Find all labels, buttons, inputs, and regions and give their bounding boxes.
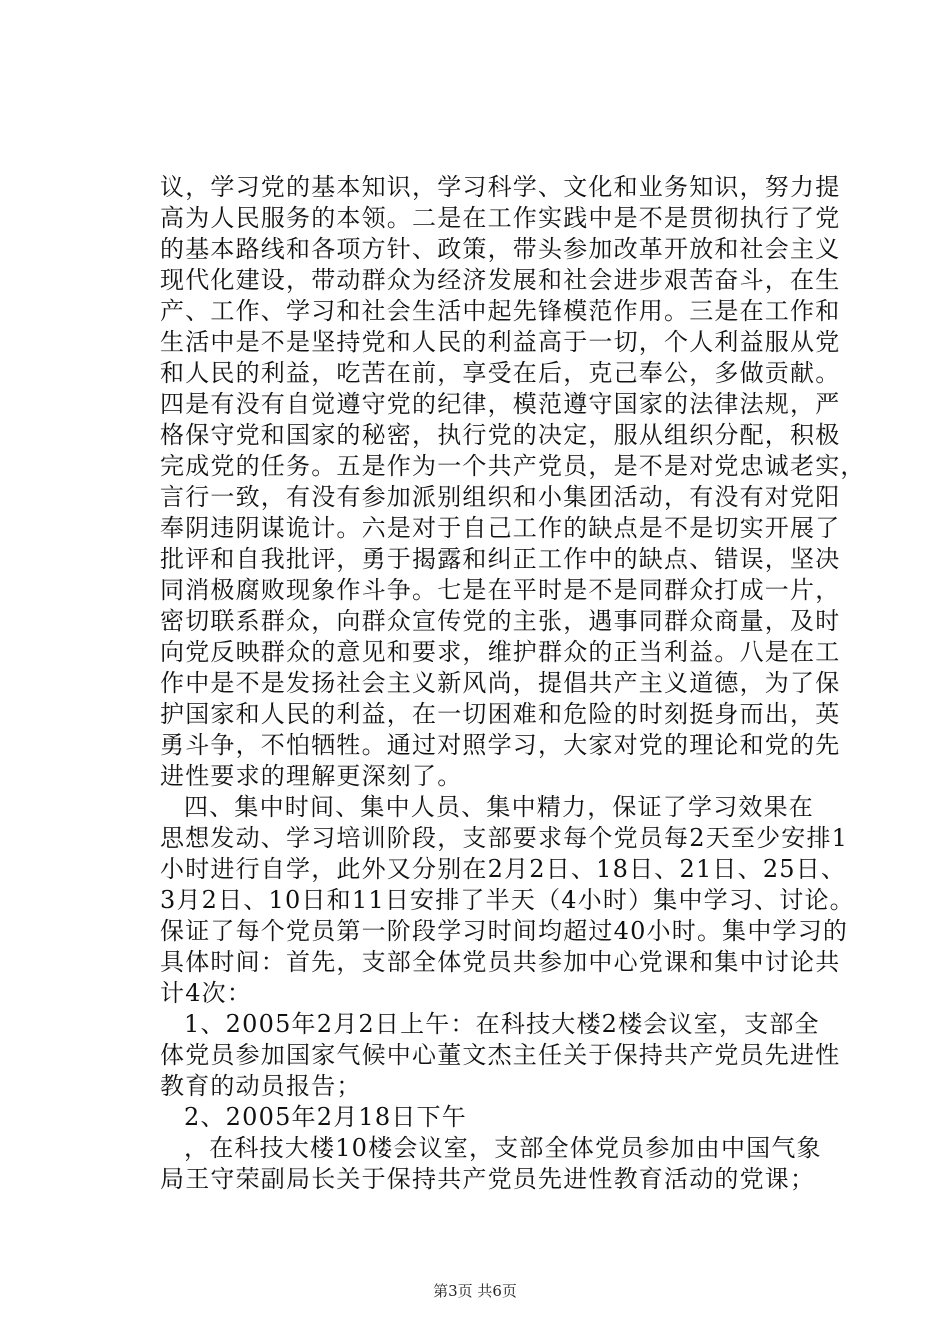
text-line: 作中是不是发扬社会主义新风尚，提倡共产主义道德，为了保 (160, 669, 841, 697)
text-line: 完成党的任务。五是作为一个共产党员，是不是对党忠诚老实， (160, 452, 866, 480)
text-line: 局王守荣副局长关于保持共产党员先进性教育活动的党课； (160, 1165, 816, 1193)
text-line: 3月2日、10日和11日安排了半天（4小时）集中学习、讨论。 (160, 886, 855, 914)
text-line: 批评和自我批评，勇于揭露和纠正工作中的缺点、错误，坚决 (160, 545, 841, 573)
text-line: 教育的动员报告； (160, 1072, 362, 1100)
section-heading: 四、集中时间、集中人员、集中精力，保证了学习效果在 (184, 793, 814, 821)
text-line: ，在科技大楼10楼会议室，支部全体党员参加由中国气象 (184, 1134, 822, 1162)
text-line: 向党反映群众的意见和要求，维护群众的正当利益。八是在工 (160, 638, 841, 666)
text-line: 密切联系群众，向群众宣传党的主张，遇事同群众商量，及时 (160, 607, 841, 635)
text-line: 产、工作、学习和社会生活中起先锋模范作用。三是在工作和 (160, 297, 841, 325)
text-line: 小时进行自学，此外又分别在2月2日、18日、21日、25日、 (160, 855, 847, 883)
text-line: 保证了每个党员第一阶段学习时间均超过40小时。集中学习的 (160, 917, 849, 945)
text-line: 现代化建设，带动群众为经济发展和社会进步艰苦奋斗，在生 (160, 266, 841, 294)
text-line: 和人民的利益，吃苦在前，享受在后，克己奉公，多做贡献。 (160, 359, 841, 387)
text-line: 生活中是不是坚持党和人民的利益高于一切，个人利益服从党 (160, 328, 841, 356)
text-line: 的基本路线和各项方针、政策，带头参加改革开放和社会主义 (160, 235, 841, 263)
text-line: 进性要求的理解更深刻了。 (160, 762, 463, 790)
list-item: 1、2005年2月2日上午：在科技大楼2楼会议室，支部全 (184, 1010, 820, 1038)
text-line: 议，学习党的基本知识，学习科学、文化和业务知识，努力提 (160, 173, 841, 201)
text-line: 高为人民服务的本领。二是在工作实践中是不是贯彻执行了党 (160, 204, 841, 232)
text-line: 体党员参加国家气候中心董文杰主任关于保持共产党员先进性 (160, 1041, 841, 1069)
list-item: 2、2005年2月18日下午 (184, 1103, 467, 1131)
text-line: 护国家和人民的利益，在一切困难和危险的时刻挺身而出，英 (160, 700, 841, 728)
text-line: 思想发动、学习培训阶段，支部要求每个党员每2天至少安排1 (160, 824, 849, 852)
text-line: 计4次： (160, 979, 253, 1007)
text-line: 奉阴违阴谋诡计。六是对于自己工作的缺点是不是切实开展了 (160, 514, 841, 542)
text-line: 四是有没有自觉遵守党的纪律，模范遵守国家的法律法规，严 (160, 390, 841, 418)
text-line: 格保守党和国家的秘密，执行党的决定，服从组织分配，积极 (160, 421, 841, 449)
page-number-footer: 第3页 共6页 (433, 1282, 517, 1300)
document-body (160, 172, 866, 1195)
text-line: 言行一致，有没有参加派别组织和小集团活动，有没有对党阳 (160, 483, 841, 511)
text-line: 勇斗争，不怕牺牲。通过对照学习，大家对党的理论和党的先 (160, 731, 841, 759)
text-line: 同消极腐败现象作斗争。七是在平时是不是同群众打成一片， (160, 576, 841, 604)
text-line: 具体时间：首先，支部全体党员共参加中心党课和集中讨论共 (160, 948, 841, 976)
